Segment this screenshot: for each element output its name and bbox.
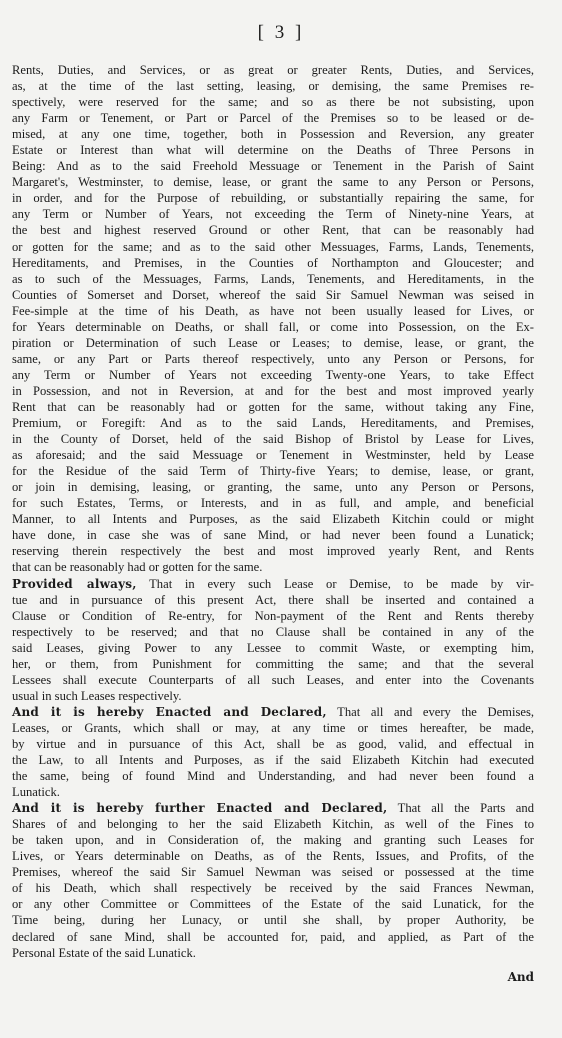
- text-line: Being: And as to the said Freehold Messuage or Tenement in the Parish of Saint: [12, 159, 534, 174]
- text-line: of his Death, which shall respectively be received by the said Frances Newman,: [12, 881, 534, 896]
- text-line: Time being, during her Lunacy, or until she shall, by proper Authority, be: [12, 913, 534, 928]
- text-line: Personal Estate of the said Lunatick.: [12, 945, 196, 960]
- text-line: [12, 576, 534, 592]
- text-line: Margaret's, Westminster, to demise, lease, or grant the same to any Person or Persons,: [12, 175, 534, 190]
- text-line: as aforesaid; and the said Messuage or Tenement in Westminster, held by Lease: [12, 448, 534, 463]
- text-line: respectively to be reserved; and that no Clause shall be contained in any of the: [12, 624, 534, 639]
- text-line: Rent that can be reasonably had or gotten for the same, without taking any Fine,: [12, 399, 534, 414]
- text-line: Shares of and belonging to her the said Elizabeth Kitchin, as well of the Fines to: [12, 817, 534, 832]
- text-run: That all and every the Demises,: [326, 704, 535, 719]
- text-line: any Term or Number of Years, not exceeding the Term of Ninety-nine Years, at: [12, 207, 534, 222]
- text-line: Hereditaments, and Premises, in the Counties of Northampton and Gloucester; and: [12, 255, 534, 270]
- text-line: [12, 800, 534, 816]
- text-line: Rents, Duties, and Services, or as great or greater Rents, Duties, and Services,: [12, 63, 534, 77]
- document-body: [12, 62, 534, 961]
- text-line: reserving therein respectively the best and most improved yearly Rent, and Rents: [12, 544, 534, 559]
- paragraph: [12, 576, 534, 704]
- blackletter-lead: Provided always,: [12, 576, 137, 591]
- text-line: or gotten for the same; and as to the said other Messuages, Farms, Lands, Tenements,: [12, 239, 534, 254]
- text-line: Estate or Interest than what will determine on the Deaths of Three Persons in: [12, 143, 534, 158]
- text-line: Premium, or Foregift: And as to the said Lands, Hereditaments, and Premises,: [12, 416, 534, 431]
- paragraph: [12, 800, 534, 960]
- text-line: Lessees shall execute Counterparts of all such Leases, and enter into the Covenants: [12, 672, 534, 687]
- text-line: her, or them, from Punishment for committing the same; and that the several: [12, 656, 534, 671]
- text-line: Lives, or Years determinable on Deaths, as of the Rents, Issues, and Profits, of the: [12, 849, 534, 864]
- text-line: Clause or Condition of Re-entry, for Non-payment of the Rent and Rents thereby: [12, 608, 534, 623]
- text-line: any Term or Number of Years not exceeding Twenty-one Years, to take Effect: [12, 367, 534, 382]
- text-line: or any other Committee or Committees of the Estate of the said Lunatick, for the: [12, 897, 534, 912]
- text-line: for the Residue of the said Term of Thirty-five Years; to demise, lease, or grant,: [12, 464, 534, 479]
- catchword: And: [507, 970, 534, 984]
- text-line: by virtue and in pursuance of this Act, shall be as good, valid, and effectual in: [12, 736, 534, 751]
- text-line: usual in such Leases respectively.: [12, 688, 182, 703]
- text-line: tue and in pursuance of this present Act, there shall be inserted and contained a: [12, 592, 534, 607]
- text-line: [12, 704, 534, 720]
- paragraph: [12, 704, 534, 800]
- text-line: for such Estates, Terms, or Interests, and in as full, and ample, and beneficial: [12, 496, 534, 511]
- text-line: as to such of the Messuages, Farms, Lands, Tenements, and Hereditaments, in the: [12, 271, 534, 286]
- blackletter-lead: And it is hereby Enacted and Declared,: [12, 704, 327, 719]
- text-line: have done, in case she was of sane Mind, or had never been found a Lunatick;: [12, 528, 534, 543]
- blackletter-lead: And it is hereby further Enacted and Declared,: [12, 801, 388, 816]
- text-line: Premises, whereof the said Sir Samuel Newman was seised or possessed at the time: [12, 865, 534, 880]
- text-line: Counties of Somerset and Dorset, whereof the said Sir Samuel Newman was seised in: [12, 287, 534, 302]
- text-line: piration or Determination of such Lease or Leases; to demise, lease, or grant, the: [12, 335, 534, 350]
- page-number: [ 3 ]: [257, 22, 305, 43]
- text-line: said Leases, giving Power to any Lessee to commit Waste, or exempting him,: [12, 640, 534, 655]
- text-line: mised, at any one time, together, both in Possession and Reversion, any greater: [12, 127, 534, 142]
- text-line: in order, and for the Purpose of rebuilding, or substantially repairing the same, for: [12, 191, 534, 206]
- text-line: in the County of Dorset, held of the said Bishop of Bristol by Lease for Lives,: [12, 432, 534, 447]
- text-line: be taken upon, and in Consideration of, the making and granting such Leases for: [12, 833, 534, 848]
- text-line: as, at the time of the last setting, leasing, or demising, the same Premises re-: [12, 79, 534, 94]
- text-line: Manner, to all Intents and Purposes, as the said Elizabeth Kitchin could or might: [12, 512, 534, 527]
- text-line: the same, being of found Mind and Understanding, and had never been found a: [12, 769, 534, 784]
- text-line: that can be reasonably had or gotten for the same.: [12, 560, 263, 575]
- text-line: declared of sane Mind, shall be accounted for, paid, and applied, as Part of the: [12, 929, 534, 944]
- text-line: any Farm or Tenement, or Part or Parcel of the Premises so to be leased or de-: [12, 111, 534, 126]
- text-run: That all the Parts and: [387, 801, 534, 816]
- text-line: in Possession, and not in Reversion, at and for the best and most improved yearly: [12, 383, 534, 398]
- text-line: for Years determinable on Deaths, or shall fall, or come into Possession, on the Ex-: [12, 319, 534, 334]
- text-line: Leases, or Grants, which shall or may, at any time or times hereafter, be made,: [12, 720, 534, 735]
- text-line: Fee-simple at the time of his Death, as have not been usually leased for Lives, or: [12, 303, 534, 318]
- text-line: spectively, were reserved for the same; and so as there be not subsisting, upon: [12, 95, 534, 110]
- text-run: That in every such Lease or Demise, to be made by vir-: [136, 576, 534, 591]
- text-line: or join in demising, leasing, or granting, the same, unto any Person or Persons,: [12, 480, 534, 495]
- paragraph: [12, 62, 534, 576]
- text-line: Lunatick.: [12, 785, 60, 800]
- text-line: same, or any Part or Parts thereof respectively, unto any Person or Persons, for: [12, 351, 534, 366]
- text-line: the best and highest reserved Ground or other Rent, that can be reasonably had: [12, 223, 534, 238]
- text-line: the Law, to all Intents and Purposes, as if the said Elizabeth Kitchin had executed: [12, 753, 534, 768]
